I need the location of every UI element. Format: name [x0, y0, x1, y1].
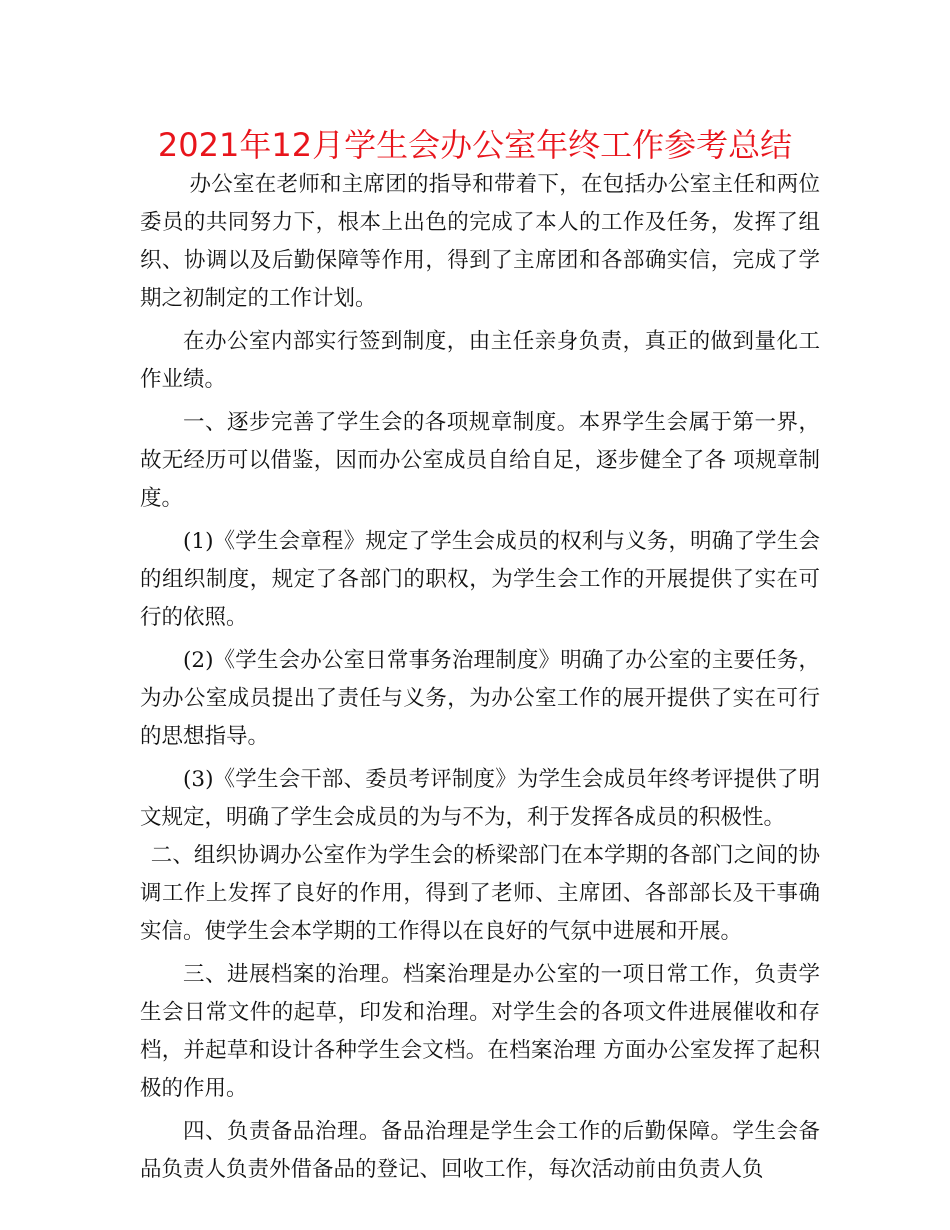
paragraph-item-2: (2)《学生会办公室日常事务治理制度》明确了办公室的主要任务，为办公室成员提出了责任与义务，为办公室工作的展开提供了实在可行的思想指导。 — [140, 648, 820, 749]
paragraph-section-3: 三、进展档案的治理。档案治理是办公室的一项日常工作，负责学生会日常文件的起草，印发和治理。对学生会的各项文件进展催收和存档，并起草和设计各种学生会文档。在档案治理 方面办公室发挥了起积极的作用。 — [140, 962, 820, 1101]
paragraph-section-1: 一、逐步完善了学生会的各项规章制度。本界学生会属于第一界，故无经历可以借鉴，因而办公室成员自给自足，逐步健全了各 项规章制度。 — [140, 410, 820, 511]
paragraph-intro: 办公室在老师和主席团的指导和带着下，在包括办公室主任和两位委员的共同努力下，根本上出色的完成了本人的工作及任务，发挥了组织、协调以及后勤保障等作用，得到了主席团和各部确实信，完成了学期之初制定的工作计划。 — [140, 172, 820, 311]
paragraph-section-4: 四、负责备品治理。备品治理是学生会工作的后勤保障。学生会备品负责人负责外借备品的登记、回收工作，每次活动前由负责人负 — [140, 1119, 820, 1182]
document-body — [140, 166, 820, 1194]
paragraph-sign-in: 在办公室内部实行签到制度，由主任亲身负责，真正的做到量化工作业绩。 — [140, 329, 820, 392]
document-title: 2021年12月学生会办公室年终工作参考总结 — [157, 126, 793, 164]
paragraph-item-1: (1)《学生会章程》规定了学生会成员的权利与义务，明确了学生会的组织制度，规定了各部门的职权，为学生会工作的开展提供了实在可行的依照。 — [140, 529, 820, 630]
paragraph-item-3: (3)《学生会干部、委员考评制度》为学生会成员年终考评提供了明文规定，明确了学生会成员的为与不为，利于发挥各成员的积极性。 — [140, 767, 820, 830]
paragraph-section-2: 二、组织协调办公室作为学生会的桥梁部门在本学期的各部门之间的协调工作上发挥了良好的作用，得到了老师、主席团、各部部长及干事确实信。使学生会本学期的工作得以在良好的气氛中进展和开展。 — [140, 843, 820, 944]
